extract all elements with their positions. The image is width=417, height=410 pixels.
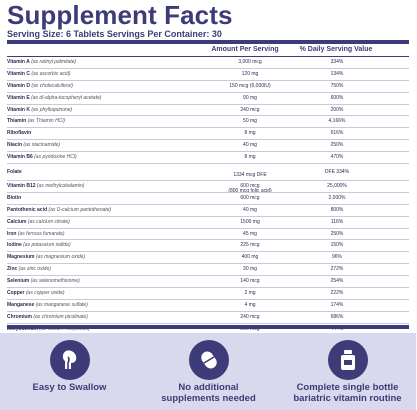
nutrient-daily-value: 250%: [330, 142, 344, 149]
nutrient-name: Selenium (as selenomethionine): [7, 278, 80, 285]
nutrient-amount: 2 mg: [244, 290, 256, 297]
nutrient-amount: 30 mg: [243, 266, 257, 273]
nutrient-amount: 90 mg: [243, 94, 257, 101]
nutrient-row: [7, 217, 409, 229]
nutrient-amount: 45 mg: [243, 230, 257, 237]
nutrient-name: Pantothenic acid (as D-calcium pantothenate): [7, 206, 112, 213]
nutrient-daily-value: 222%: [330, 290, 344, 297]
nutrient-name: Calcium (as calcium citrate): [7, 218, 70, 225]
nutrient-row: [7, 288, 409, 300]
nutrient-name: Vitamin B12 (as methylcobalamin): [7, 183, 85, 190]
nutrient-amount: 40 mg: [243, 206, 257, 213]
nutrient-daily-value: 150%: [330, 242, 344, 249]
nutrient-daily-value: 750%: [330, 82, 344, 89]
nutrient-row: [7, 264, 409, 276]
nutrient-row: [7, 276, 409, 288]
nutrient-amount: 400 mg: [241, 254, 259, 261]
nutrient-daily-value: 250%: [330, 230, 344, 237]
nutrient-amount: 600 mcg: [240, 194, 260, 201]
throat-icon: [50, 340, 90, 380]
nutrient-amount: 40 mg: [243, 142, 257, 149]
nutrient-amount: 140 mcg: [240, 278, 260, 285]
bottom-divider: [7, 325, 409, 329]
bottle-icon: [328, 340, 368, 380]
nutrient-daily-value: 272%: [330, 266, 344, 273]
nutrient-daily-value: 25,000%: [327, 183, 347, 190]
serving-info: Serving Size: 6 Tablets Servings Per Container: 30: [7, 29, 222, 39]
nutrient-name: Copper (as copper oxide): [7, 290, 65, 297]
nutrient-row: [7, 193, 409, 205]
nutrient-daily-value: 686%: [330, 313, 344, 320]
daily-value-column-header: % Daily Serving Value: [299, 46, 373, 53]
nutrient-name: Folate: [7, 169, 22, 176]
nutrient-name: Vitamin D (as cholecalciferol): [7, 82, 74, 89]
nutrient-amount: 1500 mg: [240, 218, 260, 225]
feature-label: No additional supplements needed: [161, 382, 256, 404]
feature-band: [0, 333, 416, 410]
nutrient-daily-value: 470%: [330, 154, 344, 161]
nutrient-name: Vitamin C (as ascorbic acid): [7, 70, 71, 77]
nutrient-name: Niacin (as niacinamide): [7, 142, 61, 149]
nutrient-row: [7, 140, 409, 152]
nutrient-row: [7, 105, 409, 117]
nutrient-daily-value: DFE 334%: [324, 169, 350, 176]
nutrient-row: [7, 229, 409, 241]
facts-title: Supplement Facts: [7, 0, 233, 30]
nutrient-name: Chromium (as chromium picolinate): [7, 313, 88, 320]
nutrient-amount: 240 mcg: [240, 106, 260, 113]
nutrient-name: Magnesium (as magnesium oxide): [7, 254, 86, 261]
nutrient-row: [7, 312, 409, 324]
nutrient-daily-value: 200%: [330, 106, 344, 113]
nutrient-amount: 4 mg: [244, 301, 256, 308]
nutrient-name: Vitamin A (as retinyl palmitate): [7, 59, 77, 65]
nutrient-name: Zinc (as zinc oxide): [7, 266, 51, 273]
nutrient-table: [7, 57, 409, 346]
nutrient-daily-value: 134%: [330, 70, 344, 77]
nutrient-daily-value: 334%: [330, 59, 344, 65]
nutrient-name: Iron (as ferrous fumarate): [7, 230, 65, 237]
feature-easy-swallow: [0, 333, 139, 410]
nutrient-daily-value: 96%: [331, 254, 342, 261]
pill-capsule-icon: [189, 340, 229, 380]
nutrient-name: Vitamin K (as phylloquinone): [7, 106, 73, 113]
nutrient-name: Manganese (as manganese sulfate): [7, 301, 88, 308]
nutrient-amount: 8 mg: [244, 130, 256, 137]
feature-label: Complete single bottle bariatric vitamin routine: [293, 382, 402, 404]
nutrient-row: [7, 252, 409, 264]
nutrient-daily-value: 116%: [330, 218, 344, 225]
nutrient-daily-value: 4,166%: [328, 118, 346, 125]
nutrient-amount: 600 mcg: [240, 183, 260, 190]
nutrient-row: [7, 57, 409, 69]
nutrient-name: Riboflavin: [7, 130, 32, 137]
feature-label: Easy to Swallow: [32, 382, 107, 393]
nutrient-amount: 120 mg: [241, 70, 259, 77]
nutrient-row: [7, 205, 409, 217]
nutrient-amount: 225 mcg: [240, 242, 260, 249]
feature-no-additional: [139, 333, 278, 410]
nutrient-name: Vitamin E (as dl-alpha-tocopheryl acetate): [7, 94, 102, 101]
nutrient-amount: 150 mcg (6,000IU): [229, 82, 271, 89]
nutrient-daily-value: 600%: [330, 94, 344, 101]
nutrient-name: Thiamin (as Thiamin HCl): [7, 118, 66, 125]
nutrient-row: [7, 181, 409, 193]
nutrient-daily-value: 174%: [330, 301, 344, 308]
nutrient-row: [7, 300, 409, 312]
nutrient-row: [7, 93, 409, 105]
nutrient-row: [7, 81, 409, 93]
amount-column-header: Amount Per Serving: [211, 46, 279, 53]
nutrient-name: Biotin: [7, 194, 22, 201]
nutrient-amount: 240 mcg: [240, 313, 260, 320]
nutrient-daily-value: 2,000%: [328, 194, 346, 201]
nutrient-amount: 3,000 mcg: [238, 59, 262, 65]
nutrient-name: Iodine (as potassium iodide): [7, 242, 71, 249]
feature-complete-routine: [278, 333, 417, 410]
nutrient-row: [7, 116, 409, 128]
nutrient-amount: 8 mg: [244, 154, 256, 161]
nutrient-name: Vitamin B6 (as pyridoxine HCl): [7, 154, 77, 161]
nutrient-row: [7, 152, 409, 164]
nutrient-row: [7, 240, 409, 252]
nutrient-amount: 1334 mcg DFE (800 mcg folic acid): [228, 172, 272, 195]
nutrient-daily-value: 254%: [330, 278, 344, 285]
nutrient-amount: 50 mg: [243, 118, 257, 125]
nutrient-daily-value: 616%: [330, 130, 344, 137]
nutrient-row: [7, 128, 409, 140]
nutrient-row: [7, 69, 409, 81]
nutrient-daily-value: 800%: [330, 206, 344, 213]
